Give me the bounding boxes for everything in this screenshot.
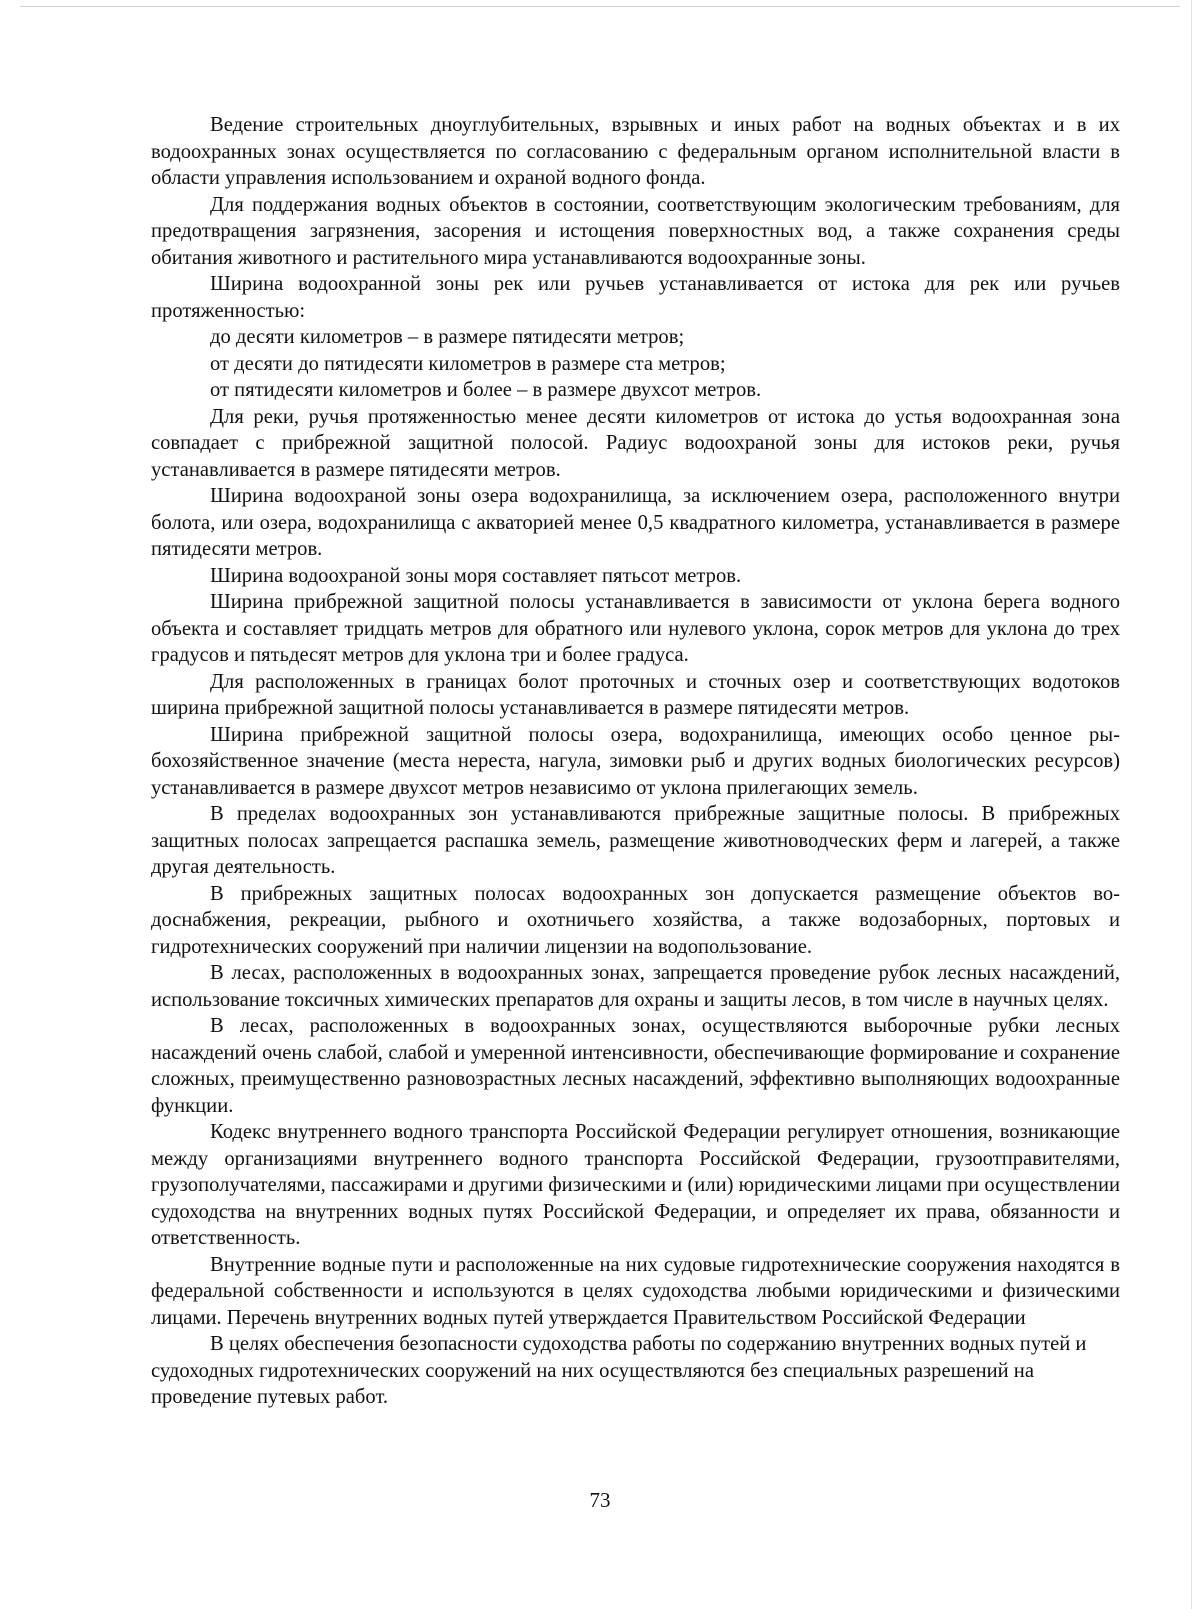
page-number: 73	[589, 1488, 611, 1512]
paragraph-inland-water-transport-code: Кодекс внутреннего водного транспорта Российской Федерации регулирует отношения, возникающие между организациями внутреннего водного транспорта Российской Федерации, грузоотправителями, грузополучателями, пассажирами и другими физическими и (или) юридическими лицами при осуществлении судоходства на внутренних водных путях Российской Федерации, и определяет их права, обязанности и ответственность.	[151, 1121, 1120, 1249]
paragraph-water-protection-zones: Для поддержания водных объектов в состоянии, соответствующим экологическим требованиям, для предотвращения загрязнения, засорения и истощения поверхностных вод, а также сохранения среды обитания животного и растительного мира устанавливаются водоохранные зоны.	[151, 193, 1120, 269]
paragraph-navigation-safety: В целях обеспечения безопасности судоходства работы по содержанию внутренних водных путей и судоходных гидротехнических сооружений на них осуществляются без специальных разрешений на проведение путевых работ.	[151, 1333, 1087, 1408]
paragraph-earthworks: Ведение строительных дноуглубительных, взрывных и иных работ на водных объектах и в их водоохранных зонах осуществляется по согласованию с федеральным органом исполнительной власти в области управления использованием и охраной водного фонда.	[151, 114, 1120, 189]
paragraph-lake-zone-width: Ширина водоохраной зоны озера водохранилища, за исключением озера, расположенного внутри болота, или озера, водохранилища с акваторией менее 0,5 квадратного километра, устанавливается в размере пятидесяти метров.	[151, 485, 1120, 560]
paragraph-river-zone-width: Ширина водоохранной зоны рек или ручьев устанавливается от истока для рек или ручьев протяженностью:	[151, 273, 1120, 322]
list-item-up-to-ten-km: до десяти километров – в размере пятидесяти метров;	[210, 326, 685, 348]
paragraph-sea-zone-width: Ширина водоохраной зоны моря составляет пятьсот метров.	[210, 564, 742, 587]
paragraph-coastal-strip-allowed: В прибрежных защитных полосах водоохранных зон допускается размещение объектов водоснабжения, рекреации, рыбного и охотничьего хозяйства, а также водозаборных, портовых и гидротехнических сооружений при наличии лицензии на водопользование.	[151, 882, 1120, 958]
paragraph-short-rivers: Для реки, ручья протяженностью менее десяти километров от истока до устья водоохранная зона совпадает с прибрежной защитной полосой. Радиус водоохраной зоны для истоков реки, ручья устанавливается в размере пятидесяти метров.	[151, 405, 1120, 481]
scan-edge-right	[1191, 0, 1192, 1609]
list-item-over-fifty-km: от пятидесяти километров и более – в размере двухсот метров.	[210, 379, 762, 401]
paragraph-swamp-lakes: Для расположенных в границах болот проточных и сточных озер и соответствующих водотоков ширина прибрежной защитной полосы устанавливается в размере пятидесяти метров.	[151, 670, 1120, 719]
paragraph-inland-waterways-ownership: Внутренние водные пути и расположенные на них судовые гидротехнические сооружения находятся в федеральной собственности и используются в целях судоходства любыми юридическими и физическими лицами. Перечень внутренних водных путей утверждается Правительством Российской Федерации	[151, 1253, 1120, 1329]
paragraph-coastal-strip-prohibitions: В пределах водоохранных зон устанавливаются прибрежные защитные полосы. В прибрежных защитных полосах запрещается распашка земель, размещение животноводческих ферм и лагерей, а также другая деятельность.	[151, 803, 1120, 878]
paragraph-forest-prohibitions: В лесах, расположенных в водоохранных зонах, запрещается проведение рубок лесных насаждений, использование токсичных химических препаратов для охраны и защиты лесов, в том числе в научных целях.	[151, 962, 1120, 1011]
paragraph-fishery-lakes: Ширина прибрежной защитной полосы озера, водохранилища, имеющих особо ценное рыбохозяйственное значение (места нереста, нагула, зимовки рыб и других водных биологических ресурсов) устанавливается в размере двухсот метров независимо от уклона прилегающих земель.	[151, 723, 1120, 799]
scan-edge-top	[20, 6, 1180, 7]
paragraph-coastal-strip-slope: Ширина прибрежной защитной полосы устанавливается в зависимости от уклона берега водного объекта и составляет тридцать метров для обратного или нулевого уклона, сорок метров для уклона до трех градусов и пятьдесят метров для уклона три и более градуса.	[151, 591, 1120, 666]
list-item-ten-to-fifty-km: от десяти до пятидесяти километров в размере ста метров;	[210, 352, 726, 375]
body-text	[151, 112, 1120, 1411]
paragraph-selective-felling: В лесах, расположенных в водоохранных зонах, осуществляются выборочные рубки лесных насаждений очень слабой, слабой и умеренной интенсивности, обеспечивающие формирование и сохранение сложных, преимущественно разновозрастных лесных насаждений, эффективно выполняющих водоохранные функции.	[151, 1015, 1120, 1117]
